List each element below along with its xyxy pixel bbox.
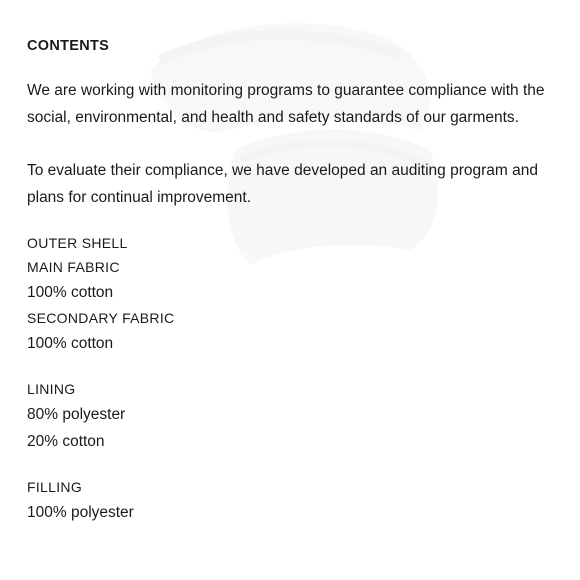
auditing-paragraph: To evaluate their compliance, we have developed an auditing program and plans for continual improvement.: [27, 162, 538, 206]
secondary-fabric-value: 100% cotton: [27, 335, 114, 352]
lining-label: LINING: [27, 381, 76, 397]
lining-value-cotton: 20% cotton: [27, 433, 105, 450]
lining-section: [27, 377, 557, 455]
main-fabric-label: MAIN FABRIC: [27, 259, 120, 275]
secondary-fabric-label: SECONDARY FABRIC: [27, 310, 175, 326]
lining-value-polyester: 80% polyester: [27, 406, 126, 423]
filling-label: FILLING: [27, 479, 83, 495]
filling-section: [27, 475, 557, 526]
monitoring-paragraph: We are working with monitoring programs to guarantee compliance with the social, environmental, and health and safety standards of our garments.: [27, 82, 545, 126]
outer-shell-label: OUTER SHELL: [27, 235, 128, 251]
filling-value: 100% polyester: [27, 504, 134, 521]
product-composition-panel: [27, 36, 557, 526]
main-fabric-value: 100% cotton: [27, 284, 114, 301]
contents-title: CONTENTS: [27, 38, 110, 54]
outer-shell-section: [27, 231, 557, 357]
